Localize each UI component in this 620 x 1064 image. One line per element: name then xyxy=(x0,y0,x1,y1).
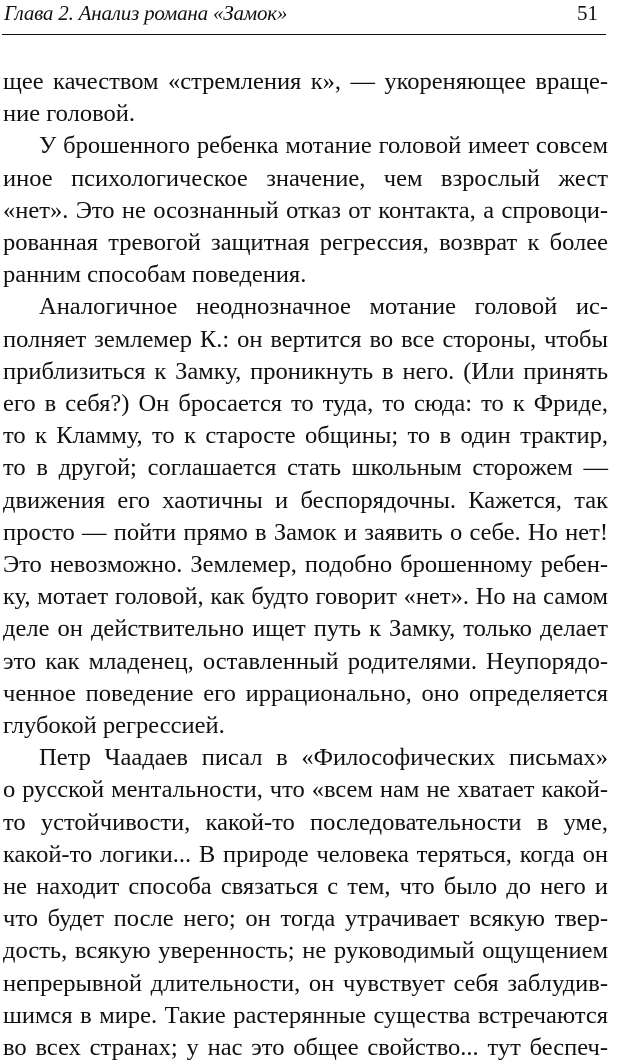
text-line: ранним способам поведения. xyxy=(3,261,307,289)
text-line: дость, всякую уверенность; не руководимый ощущением xyxy=(3,937,608,965)
paragraph xyxy=(3,130,608,291)
text-line: приблизиться к Замку, проникнуть в него. (Или принять xyxy=(3,357,608,385)
text-line: щее качеством «стремления к», — укореняющее враще- xyxy=(3,68,608,95)
page-header xyxy=(2,0,606,35)
text-line: У брошенного ребенка мотание головой имеет совсем xyxy=(39,132,608,160)
text-line: Петр Чаадаев писал в «Философических письмах» xyxy=(39,744,608,772)
text-line: о русской ментальности, что «всем нам не хватает какой- xyxy=(3,776,608,804)
text-line: шимся в мире. Такие растерянные существа встречаются xyxy=(3,1001,608,1029)
text-line: непрерывной длительности, он чувствует себя заблудив- xyxy=(3,969,608,997)
text-line: ченное поведение его иррационально, оно определяется xyxy=(3,679,608,707)
paragraph xyxy=(3,742,608,1064)
text-line: ку, мотает головой, как будто говорит «нет». Но на самом xyxy=(3,583,608,611)
text-line: то устойчивости, какой-то последовательности в уме, xyxy=(3,808,608,836)
text-line: что будет после него; он тогда утрачивает всякую твер- xyxy=(3,905,608,933)
text-line: какой-то логики... В природе человека теряться, когда он xyxy=(3,840,608,868)
text-line: движения его хаотичны и беспорядочны. Кажется, так xyxy=(3,486,608,514)
text-line: глубокой регрессией. xyxy=(3,712,225,740)
text-line: его в себя?) Он бросается то туда, то сюда: то к Фриде, xyxy=(3,390,608,418)
paragraph xyxy=(3,291,608,742)
text-line: это как младенец, оставленный родителями. Неупорядо- xyxy=(3,647,608,675)
text-line: просто — пойти прямо в Замок и заявить о себе. Но нет! xyxy=(3,518,608,546)
text-line: деле он действительно ищет путь к Замку, только делает xyxy=(3,615,608,643)
page-number: 51 xyxy=(577,1,598,25)
text-line: то к Кламму, то к старосте общины; то в один трактир, xyxy=(3,422,608,450)
text-line: Это невозможно. Землемер, подобно брошенному ребен- xyxy=(3,551,608,579)
text-line: рованная тревогой защитная регрессия, возврат к более xyxy=(3,229,608,257)
text-line: ние головой. xyxy=(3,100,135,128)
text-line: то в другой; соглашается стать школьным сторожем — xyxy=(3,454,608,482)
text-line: иное психологическое значение, чем взрослый жест xyxy=(3,164,608,192)
paragraph xyxy=(3,66,608,130)
body-text xyxy=(3,66,608,1064)
running-head: Глава 2. Анализ романа «Замок» xyxy=(4,1,288,25)
text-line: полняет землемер К.: он вертится во все стороны, чтобы xyxy=(3,325,608,353)
text-line: Аналогичное неоднозначное мотание головой ис- xyxy=(39,293,608,321)
text-line: не находит способа связаться с тем, что было до него и xyxy=(3,873,608,901)
text-line: «нет». Это не осознанный отказ от контакта, а спровоци- xyxy=(3,196,608,224)
text-line: во всех странах; у нас это общее свойство... тут беспеч- xyxy=(3,1034,608,1062)
